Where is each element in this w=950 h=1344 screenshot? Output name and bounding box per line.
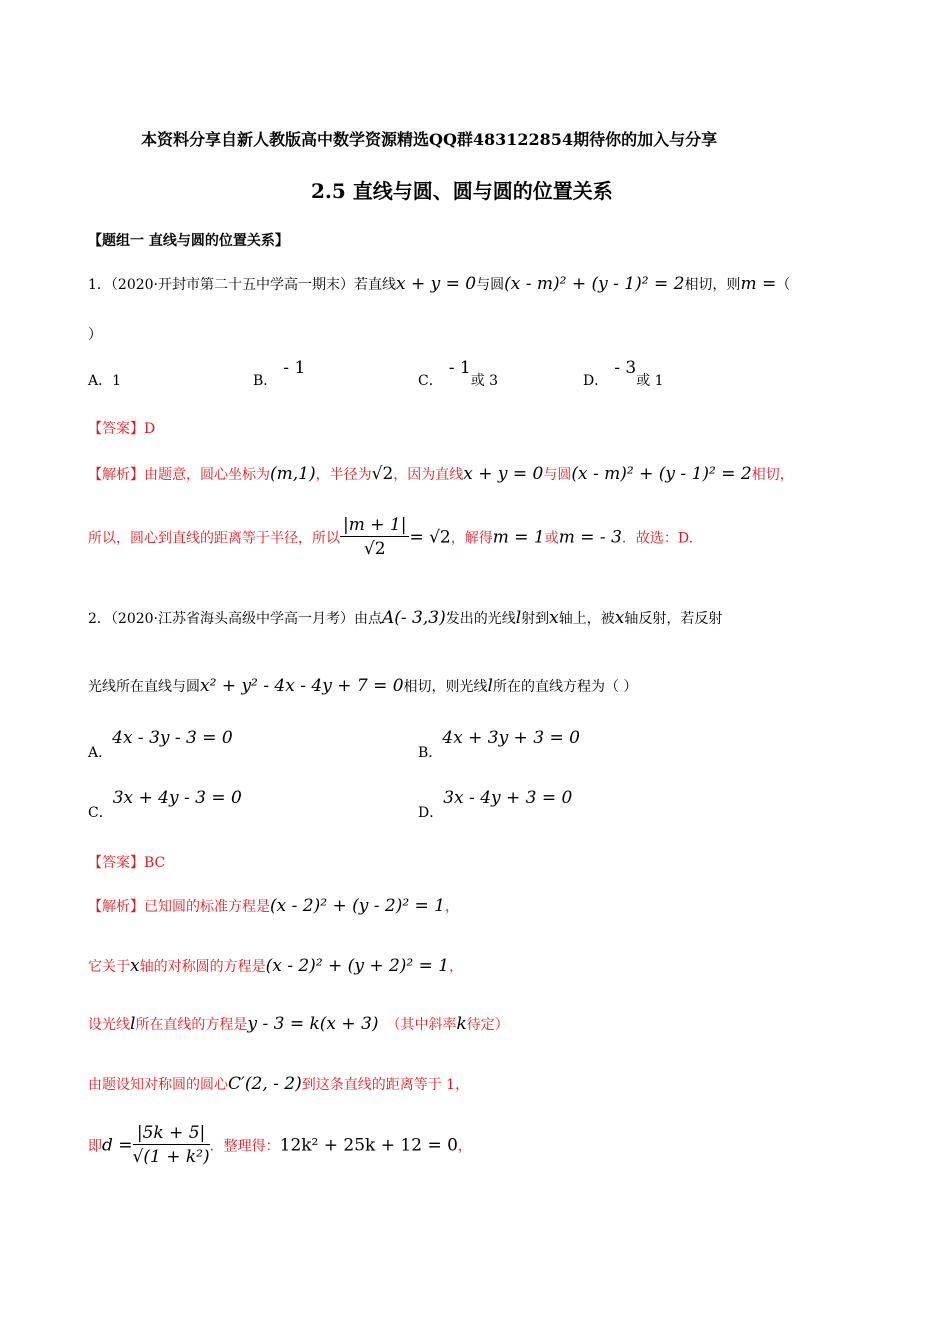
option-value: - 1 [448, 358, 471, 378]
var-x: x [614, 608, 625, 628]
q2-step-2 [88, 956, 463, 976]
explanation-text: 即 [88, 1138, 102, 1155]
explanation-text: 所在直线的方程是 [135, 1017, 248, 1033]
q2-option-a [88, 728, 233, 761]
distance-fraction [133, 1122, 210, 1169]
q1-paren-open: （ [776, 277, 791, 293]
option-suffix: 或 3 [470, 373, 499, 389]
option-value: 3x - 4y + 3 = 0 [443, 788, 573, 808]
option-label: B． [253, 373, 278, 389]
option-label: D． [418, 805, 444, 821]
explanation-text: ， [457, 1138, 472, 1155]
quadratic-eq: 12k² + 25k + 12 = 0 [279, 1135, 458, 1156]
fraction-denominator: √2 [363, 539, 386, 559]
page-header: 本资料分享自新人教版高中数学资源精选QQ群483122854期待你的加入与分享 [141, 130, 718, 149]
explanation-text: 它关于 [88, 959, 130, 975]
symmetric-center: C′(2, - 2) [228, 1074, 302, 1094]
var-l: l [487, 676, 493, 696]
option-value: 3x + 4y - 3 = 0 [112, 788, 242, 808]
explanation-text: 轴的对称圆的方程是 [139, 959, 266, 975]
explanation-text: ，因为直线 [393, 467, 464, 483]
stem-text: 相切，则光线 [403, 679, 488, 695]
explanation-text: 设光线 [88, 1017, 130, 1033]
q1-mid: 与圆 [476, 277, 505, 293]
q1-explanation-line2 [88, 514, 693, 561]
stem-text: 轴反射，若反射 [624, 611, 723, 627]
q2-option-c [88, 788, 242, 821]
option-label: B． [418, 745, 443, 761]
var-d: d = [102, 1135, 133, 1156]
explanation-text: 或 [544, 530, 559, 547]
fraction-numerator: |5k + 5| [133, 1122, 210, 1145]
explanation-text: ，解得 [450, 530, 493, 547]
q2-circle-eq: x² + y² - 4x - 4y + 7 = 0 [200, 676, 404, 696]
q2-option-d [418, 788, 573, 821]
option-value: - 3 [614, 358, 637, 378]
explanation-text: ，半径为 [315, 467, 372, 483]
var-l: l [515, 608, 522, 628]
var-l: l [130, 1014, 136, 1034]
q1-option-c [418, 358, 499, 390]
q1-stem [88, 274, 790, 294]
stem-text: 发出的光线 [445, 611, 516, 627]
explanation-tag: 【解析】 [88, 467, 144, 483]
option-suffix: 或 1 [636, 373, 664, 389]
q1-number: 1． [88, 277, 111, 293]
var-x: x [549, 608, 559, 628]
option-label: D． [583, 373, 609, 389]
var-k: k [456, 1014, 467, 1034]
option-value: - 1 [283, 358, 306, 378]
q2-source: （2020·江苏省海头高级中学高一月考）由点 [110, 611, 382, 627]
q1-answer: 【答案】D [88, 421, 156, 437]
q2-point: A(- 3,3) [382, 608, 446, 628]
q1-tail: 相切，则 [684, 277, 741, 293]
fraction-denominator: √(1 + k²) [132, 1147, 210, 1167]
option-label: A． [88, 373, 113, 389]
q1-option-d [583, 358, 664, 390]
solution-2: m = - 3 [558, 527, 622, 548]
group-heading: 【题组一 直线与圆的位置关系】 [88, 233, 289, 249]
q2-stem-line2 [88, 676, 637, 696]
explanation-tag: 【解析】 [88, 899, 144, 915]
circle-eq: (x - m)² + (y - 1)² = 2 [571, 464, 752, 484]
line-eq: x + y = 0 [463, 464, 544, 484]
stem-text: 所在的直线方程为（ ） [492, 679, 638, 695]
q1-line-eq: x + y = 0 [396, 274, 477, 294]
q2-step-1 [88, 896, 459, 916]
q1-option-b [253, 358, 306, 390]
q2-option-b [418, 728, 580, 761]
explanation-text: 与圆 [543, 467, 572, 483]
q2-stem-line1 [88, 608, 722, 628]
explanation-text: （其中斜率 [386, 1017, 457, 1033]
center-coord: (m,1) [270, 464, 316, 484]
line-eq: y - 3 = k(x + 3) [247, 1014, 379, 1034]
explanation-text: ．整理得： [209, 1138, 280, 1155]
option-label: C． [418, 373, 443, 389]
explanation-text: 到这条直线的距离等于 1， [301, 1077, 470, 1093]
q1-paren-close: ） [88, 327, 102, 343]
option-value: 4x + 3y + 3 = 0 [442, 728, 580, 748]
explanation-text: 待定） [466, 1017, 509, 1033]
explanation-text: 由题意，圆心坐标为 [144, 467, 270, 483]
distance-fraction [340, 514, 409, 561]
stem-text: 轴上，被 [558, 611, 615, 627]
option-value: 4x - 3y - 3 = 0 [112, 728, 233, 748]
q2-step-5 [88, 1122, 472, 1169]
explanation-text: 由题设知对称圆的圆心 [88, 1077, 228, 1093]
q1-circle-eq: (x - m)² + (y - 1)² = 2 [504, 274, 685, 294]
q1-explanation-line1 [88, 464, 794, 484]
explanation-text: 所以，圆心到直线的距离等于半径，所以 [88, 530, 340, 547]
stem-text: 射到 [521, 611, 550, 627]
q1-option-a [88, 370, 121, 390]
explanation-text: 已知圆的标准方程是 [144, 899, 270, 915]
var-x: x [130, 956, 140, 976]
section-title: 2.5 直线与圆、圆与圆的位置关系 [311, 179, 613, 203]
q2-step-3 [88, 1014, 509, 1034]
standard-eq: (x - 2)² + (y - 2)² = 1 [270, 896, 446, 916]
option-label: A． [88, 745, 113, 761]
q2-step-4 [88, 1074, 469, 1094]
explanation-text: ．故选：D. [621, 530, 694, 547]
option-label: C． [88, 805, 113, 821]
q1-source: （2020·开封市第二十五中学高一期末）若直线 [110, 277, 396, 293]
fraction-result: = √2 [409, 527, 451, 548]
explanation-text: 相切， [751, 467, 794, 483]
q1-var: m = [740, 274, 777, 294]
radius: √2 [371, 464, 394, 484]
symmetric-eq: (x - 2)² + (y + 2)² = 1 [265, 956, 450, 976]
explanation-text: ， [449, 959, 464, 975]
fraction-numerator: |m + 1| [340, 514, 409, 537]
q2-answer: 【答案】BC [88, 855, 166, 871]
solution-1: m = 1 [492, 527, 545, 548]
stem-text: 光线所在直线与圆 [88, 679, 200, 695]
option-value: 1 [112, 373, 122, 389]
explanation-text: ， [445, 899, 460, 915]
q2-number: 2． [88, 611, 111, 627]
